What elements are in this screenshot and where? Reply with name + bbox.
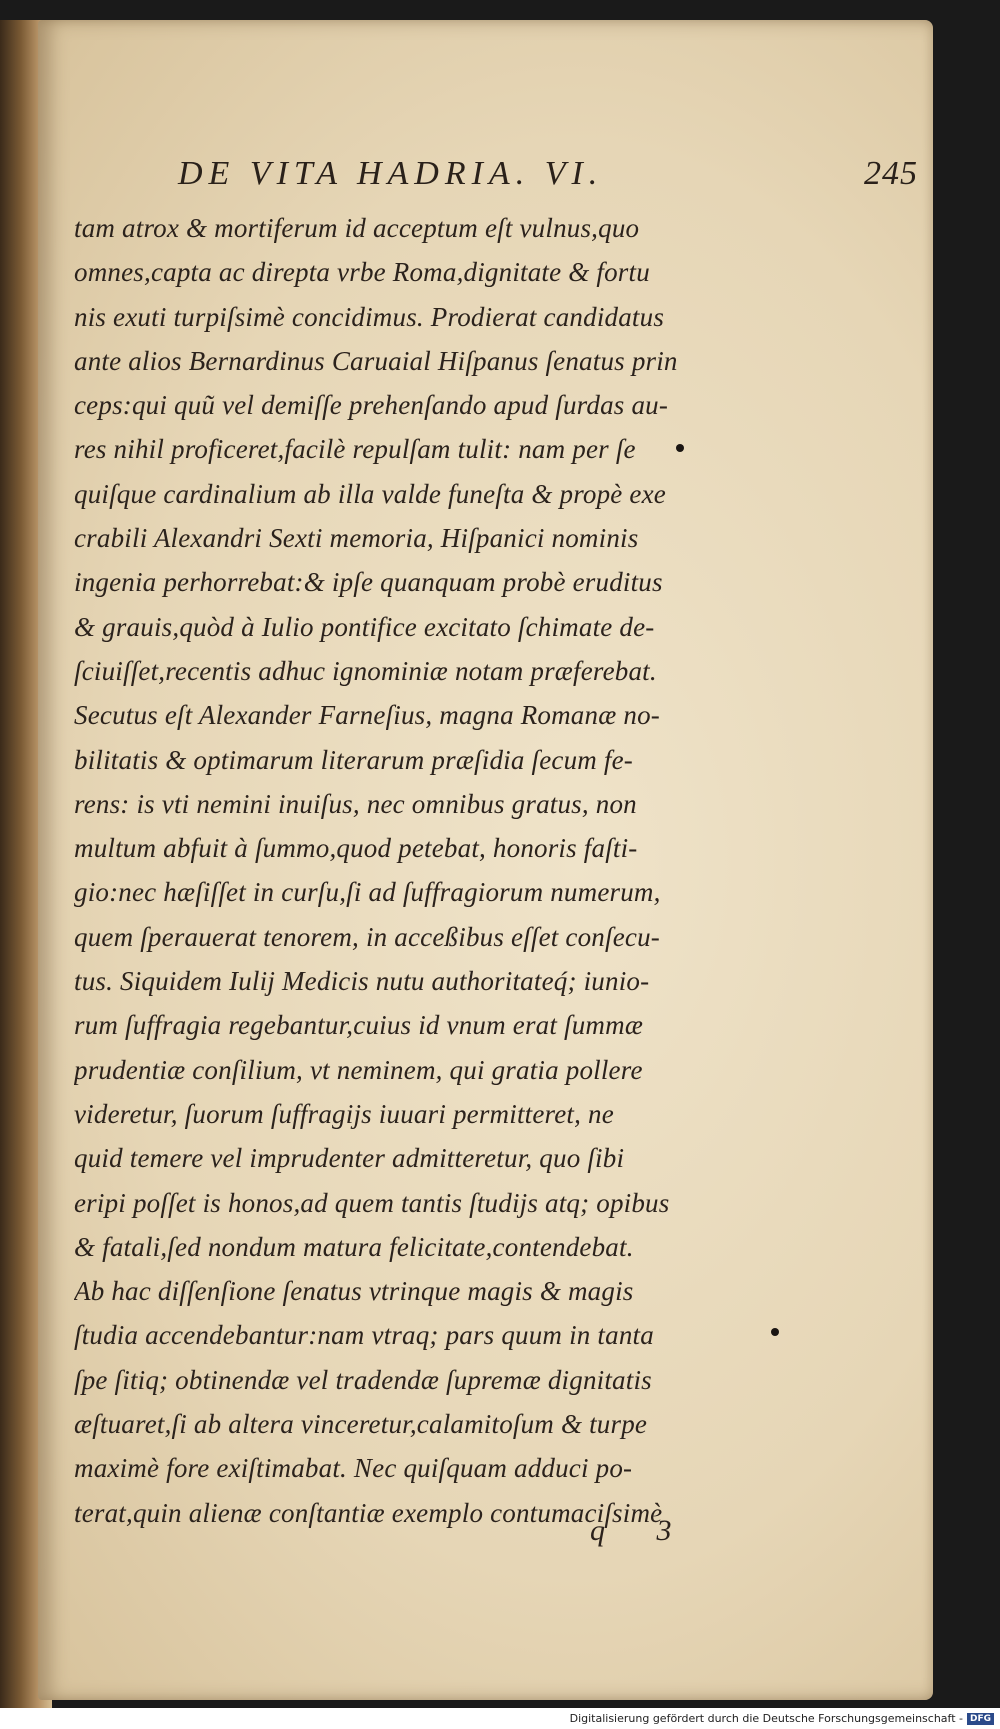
text-line: prudentiæ conſilium, vt neminem, qui gratia pollere (74, 1054, 643, 1085)
text-line: nis exuti turpiſsimè concidimus. Prodierat candidatus (74, 301, 665, 332)
text-line: maximè fore exiſtimabat. Nec quiſquam adduci po- (74, 1453, 633, 1484)
text-line: eripi poſſet is honos,ad quem tantis ſtudijs atq; opibus (74, 1187, 670, 1218)
text-line: ſciuiſſet,recentis adhuc ignominiæ notam præferebat. (74, 655, 657, 686)
signature-mark: q 3 (590, 1514, 694, 1547)
digitization-footer (0, 1708, 1000, 1729)
text-line: ſpe ſitiq; obtinendæ vel tradendæ ſupremæ dignitatis (74, 1364, 652, 1395)
book-page (38, 20, 933, 1700)
body-text (74, 206, 782, 1535)
page-number: 245 (864, 155, 918, 192)
text-line: Ab hac diſſenſione ſenatus vtrinque magis & magis (74, 1276, 634, 1307)
text-line: quiſque cardinalium ab illa valde funeſta & propè exe (74, 478, 666, 509)
text-line: terat,quin alienæ conſtantiæ exemplo contumaciſsimè (74, 1497, 663, 1528)
text-line: omnes,capta ac direpta vrbe Roma,dignitate & fortu (74, 257, 650, 288)
text-line: multum abfuit à ſummo,quod petebat, honoris faſti- (74, 833, 638, 864)
text-line: æſtuaret,ſi ab altera vinceretur,calamitoſum & turpe (74, 1409, 648, 1440)
text-line: & fatali,ſed nondum matura felicitate,contendebat. (74, 1231, 634, 1262)
text-line: rens: is vti nemini inuiſus, nec omnibus gratus, non (74, 788, 637, 819)
text-line: gio:nec hæſiſſet in curſu,ſi ad ſuffragiorum numerum, (74, 877, 661, 908)
running-head (178, 155, 918, 205)
footer-credit: Digitalisierung gefördert durch die Deutsche Forschungsgemeinschaft - (569, 1712, 963, 1725)
text-line: res nihil proficeret,facilè repulſam tulit: nam per ſe (74, 434, 636, 465)
dfg-logo-badge: DFG (967, 1713, 994, 1725)
text-line: & grauis,quòd à Iulio pontifice excitato ſchimate de- (74, 611, 655, 642)
text-line: videretur, ſuorum ſuffragijs iuuari permitteret, ne (74, 1098, 614, 1129)
ink-spot-dot (771, 1328, 779, 1336)
text-line: rum ſuffragia regebantur,cuius id vnum erat ſummæ (74, 1010, 644, 1041)
running-head-title: DE VITA HADRIA. VI. (178, 155, 604, 192)
text-line: ingenia perhorrebat:& ipſe quanquam probè eruditus (74, 567, 663, 598)
text-line: bilitatis & optimarum literarum præſidia ſecum fe- (74, 744, 633, 775)
text-line: ceps:qui quũ vel demiſſe prehenſando apud ſurdas au- (74, 390, 669, 421)
text-line: tam atrox & mortiferum id acceptum eſt vulnus,quo (74, 213, 640, 243)
text-line: tus. Siquidem Iulij Medicis nutu authoritateq́; iunio- (74, 966, 650, 997)
text-line: Secutus eſt Alexander Farneſius, magna Romanæ no- (74, 700, 660, 731)
text-line: quem ſperauerat tenorem, in acceßibus eſſet conſecu- (74, 921, 660, 952)
text-line: ſtudia accendebantur:nam vtraq; pars quum in tanta (74, 1320, 654, 1351)
text-line: crabili Alexandri Sexti memoria, Hiſpanici nominis (74, 523, 639, 554)
text-line: ante alios Bernardinus Caruaial Hiſpanus ſenatus prin (74, 345, 678, 376)
ink-spot-dot (676, 444, 684, 452)
text-line: quid temere vel imprudenter admitteretur, quo ſibi (74, 1143, 625, 1174)
